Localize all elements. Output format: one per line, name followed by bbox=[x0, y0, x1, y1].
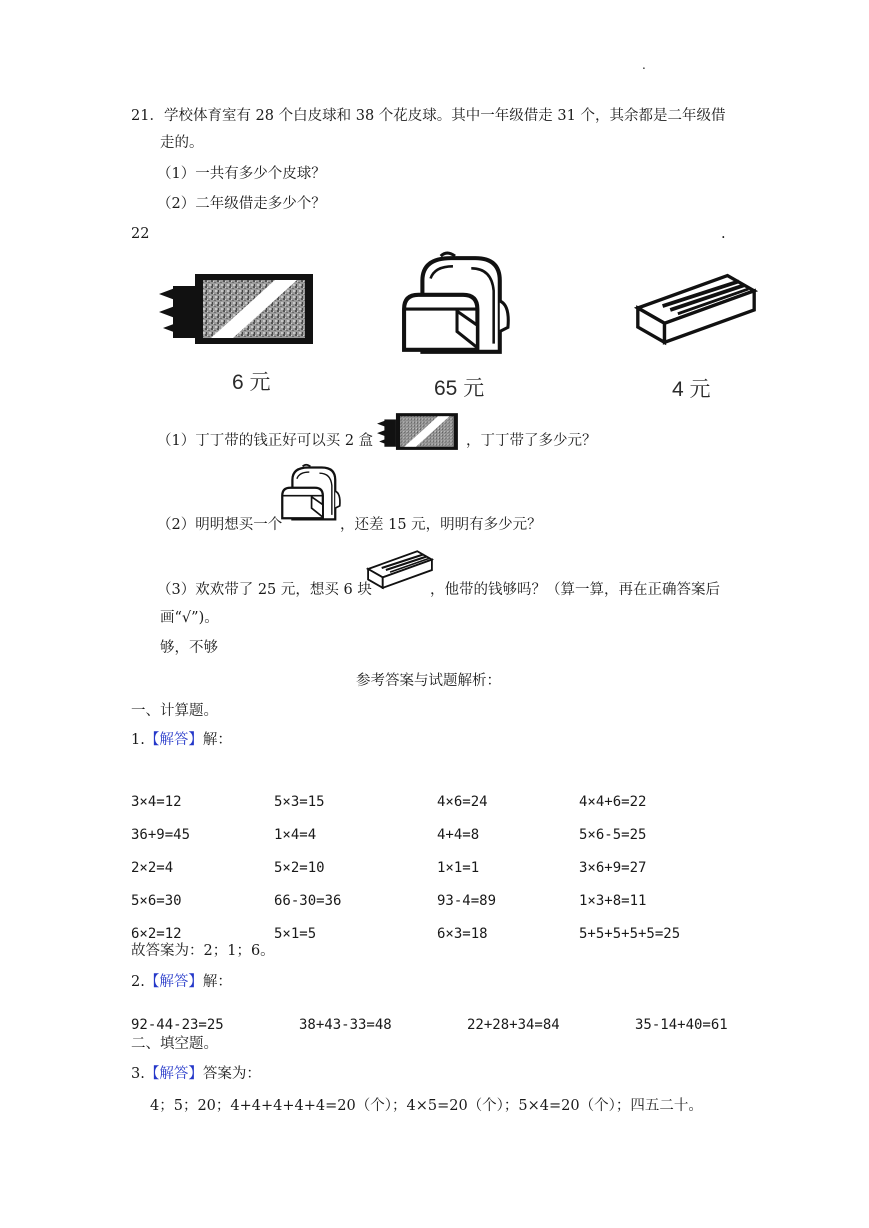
q21-line1: 21．学校体育室有 28 个白皮球和 38 个花皮球。其中一年级借走 31 个，其余都是二年级借 bbox=[131, 108, 726, 124]
answer3-line: 4；5；20；4+4+4+4+4=20（个）；4×5=20（个）；5×4=20（个）；四五二十。 bbox=[150, 1098, 703, 1114]
answer2-number: 2. bbox=[131, 974, 145, 990]
answer3-number: 3. bbox=[131, 1066, 145, 1082]
section2-heading: 二、填空题。 bbox=[131, 1036, 218, 1052]
answer1-cell: 6×3=18 bbox=[437, 926, 488, 942]
section1-heading: 一、计算题。 bbox=[131, 703, 218, 719]
q22-sub2-pre: （2）明明想买一个 bbox=[157, 517, 283, 533]
answer3-text: 答案为： bbox=[202, 1066, 261, 1082]
answer2-text: 解： bbox=[202, 974, 232, 990]
answer1-cell: 1×4=4 bbox=[274, 827, 317, 843]
eraser-price: 4 元 bbox=[672, 378, 711, 401]
answer1-cell: 5×1=5 bbox=[274, 926, 317, 942]
header-dot: . bbox=[642, 58, 646, 72]
answer1-text: 解： bbox=[202, 732, 232, 748]
answer1-cell: 4+4=8 bbox=[437, 827, 480, 843]
answer2-expr-2: 38+43-33=48 bbox=[299, 1017, 392, 1033]
answer1-heading bbox=[131, 730, 232, 750]
answer2-expr-1: 92-44-23=25 bbox=[131, 1017, 224, 1033]
answer2-tag: 【解答】 bbox=[144, 974, 203, 990]
q22-sub1-pre: （1）丁丁带的钱正好可以买 2 盒 bbox=[157, 433, 374, 449]
q22-sub2-post: ，还差 15 元，明明有多少元？ bbox=[340, 517, 542, 533]
answer2-expr-3: 22+28+34=84 bbox=[467, 1017, 560, 1033]
answer1-cell: 1×1=1 bbox=[437, 860, 480, 876]
answer1-cell: 5+5+5+5+5=25 bbox=[579, 926, 681, 942]
answer1-cell: 2×2=4 bbox=[131, 860, 174, 876]
answers-title: 参考答案与试题解析： bbox=[356, 673, 501, 689]
answer1-cell: 5×6=30 bbox=[131, 893, 182, 909]
answer3-tag: 【解答】 bbox=[144, 1066, 203, 1082]
answer1-cell: 36+9=45 bbox=[131, 827, 191, 843]
answer1-conclusion: 故答案为：2；1；6。 bbox=[131, 943, 275, 959]
pencil-box-icon bbox=[155, 268, 319, 348]
pencil-box-price: 6 元 bbox=[232, 371, 271, 394]
q22-sub3-line2: 画“√”)。 bbox=[160, 610, 219, 626]
answer1-tag: 【解答】 bbox=[144, 732, 203, 748]
q21-sub1: （1）一共有多少个皮球？ bbox=[157, 166, 326, 182]
answer2-heading bbox=[131, 972, 232, 992]
answer1-cell: 6×2=12 bbox=[131, 926, 182, 942]
answer2-expr-4: 35-14+40=61 bbox=[635, 1017, 728, 1033]
answer1-cell: 1×3+8=11 bbox=[579, 893, 647, 909]
backpack-icon bbox=[400, 250, 512, 362]
q22-dot: . bbox=[721, 226, 726, 242]
answer1-cell: 66-30=36 bbox=[274, 893, 342, 909]
q22-number: 22 bbox=[131, 226, 150, 242]
backpack-price: 65 元 bbox=[434, 377, 485, 400]
answer1-cell: 5×6-5=25 bbox=[579, 827, 647, 843]
backpack-icon bbox=[280, 462, 342, 526]
answer1-cell: 5×2=10 bbox=[274, 860, 325, 876]
answer1-cell: 5×3=15 bbox=[274, 794, 325, 810]
answer1-cell: 93-4=89 bbox=[437, 893, 497, 909]
q21-line2: 走的。 bbox=[160, 135, 204, 151]
eraser-icon bbox=[634, 268, 758, 348]
q22-sub3-post: ，他带的钱够吗？（算一算，再在正确答案后 bbox=[430, 582, 720, 598]
q22-options: 够，不够 bbox=[160, 640, 218, 656]
answer1-cell: 4×4+6=22 bbox=[579, 794, 647, 810]
answer1-cell: 3×6+9=27 bbox=[579, 860, 647, 876]
eraser-icon bbox=[366, 548, 434, 590]
pencil-box-icon bbox=[374, 410, 462, 452]
q21-sub2: （2）二年级借走多少个？ bbox=[157, 196, 326, 212]
answer1-cell: 4×6=24 bbox=[437, 794, 488, 810]
answer3-heading bbox=[131, 1064, 261, 1084]
answer1-cell: 3×4=12 bbox=[131, 794, 182, 810]
q22-sub3-pre: （3）欢欢带了 25 元，想买 6 块 bbox=[157, 582, 372, 598]
answer1-number: 1. bbox=[131, 732, 145, 748]
q22-sub1-post: ，丁丁带了多少元？ bbox=[466, 433, 597, 449]
